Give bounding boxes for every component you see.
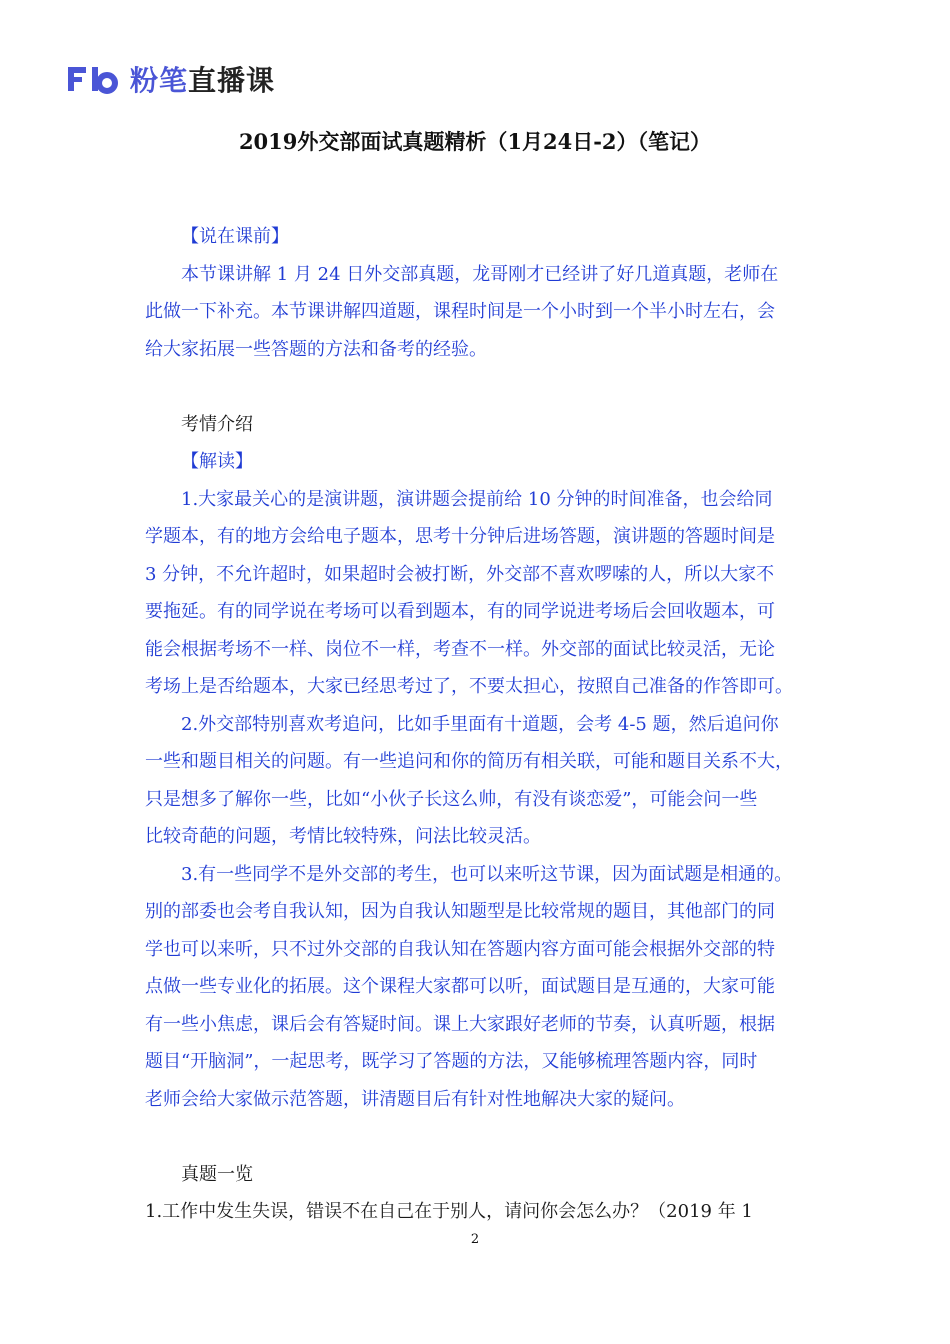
paragraph-line: 1.大家最关心的是演讲题，演讲题会提前给 10 分钟的时间准备，也会给同 (181, 488, 773, 510)
paragraph-line: 学也可以来听，只不过外交部的自我认知在答题内容方面可能会根据外交部的特 (145, 938, 775, 960)
intro-heading: 【说在课前】 (181, 226, 289, 247)
paragraph-line: 只是想多了解你一些，比如“小伙子长这么帅，有没有谈恋爱”，可能会问一些 (145, 788, 758, 810)
page-number: 2 (470, 1232, 480, 1247)
paragraph-line: 别的部委也会考自我认知，因为自我认知题型是比较常规的题目，其他部门的同 (145, 901, 775, 922)
paragraph-line: 2.外交部特别喜欢考追问，比如手里面有十道题，会考 4-5 题，然后追问你 (181, 713, 779, 735)
paragraph-line: 有一些小焦虑，课后会有答疑时间。课上大家跟好老师的节奏，认真听题，根据 (145, 1013, 775, 1035)
document-title: 2019外交部面试真题精析（1月24日-2）（笔记） (238, 129, 712, 154)
logo-brand-rest: 直播课 (188, 64, 276, 97)
logo-text (130, 59, 275, 99)
fb-logo-icon (66, 62, 122, 96)
paragraph-line: 题目“开脑洞”，一起思考，既学习了答题的方法，又能够梳理答题内容，同时 (145, 1051, 758, 1072)
paragraph-line: 能会根据考场不一样、岗位不一样，考查不一样。外交部的面试比较灵活，无论 (145, 638, 775, 660)
exam-info-heading: 考情介绍 (181, 413, 253, 435)
intro-line: 给大家拓展一些答题的方法和备考的经验。 (145, 338, 487, 360)
spacer (145, 1118, 811, 1156)
document-body (145, 218, 811, 1231)
intro-line: 本节课讲解 1 月 24 日外交部真题，龙哥刚才已经讲了好几道真题，老师在 (181, 263, 779, 285)
paragraph-line: 考场上是否给题本，大家已经思考过了，不要太担心，按照自己准备的作答即可。 (145, 676, 793, 697)
paragraph-line: 学题本，有的地方会给电子题本，思考十分钟后进场答题，演讲题的答题时间是 (145, 526, 775, 547)
logo-brand: 粉笔 (130, 64, 189, 97)
questions-heading: 真题一览 (181, 1163, 253, 1185)
paragraph-line: 比较奇葩的问题，考情比较特殊，问法比较灵活。 (145, 826, 541, 847)
exam-info-subheading: 【解读】 (181, 451, 253, 472)
paragraph-line: 要拖延。有的同学说在考场可以看到题本，有的同学说进考场后会回收题本，可 (145, 601, 775, 622)
paragraph-line: 3 分钟，不允许超时，如果超时会被打断，外交部不喜欢啰嗦的人，所以大家不 (145, 563, 775, 585)
paragraph-line: 3.有一些同学不是外交部的考生，也可以来听这节课，因为面试题是相通的。 (181, 863, 793, 885)
spacer (145, 368, 811, 406)
paragraph-line: 老师会给大家做示范答题，讲清题目后有针对性地解决大家的疑问。 (145, 1088, 685, 1110)
paragraph-line: 点做一些专业化的拓展。这个课程大家都可以听，面试题目是互通的，大家可能 (145, 976, 775, 997)
question-1: 1.工作中发生失误，错误不在自己在于别人，请问你会怎么办？（2019 年 1 (145, 1201, 753, 1222)
paragraph-line: 一些和题目相关的问题。有一些追问和你的简历有相关联，可能和题目关系不大， (145, 751, 793, 772)
intro-line: 此做一下补充。本节课讲解四道题，课程时间是一个小时到一个半小时左右，会 (145, 301, 775, 322)
brand-logo (66, 62, 275, 96)
